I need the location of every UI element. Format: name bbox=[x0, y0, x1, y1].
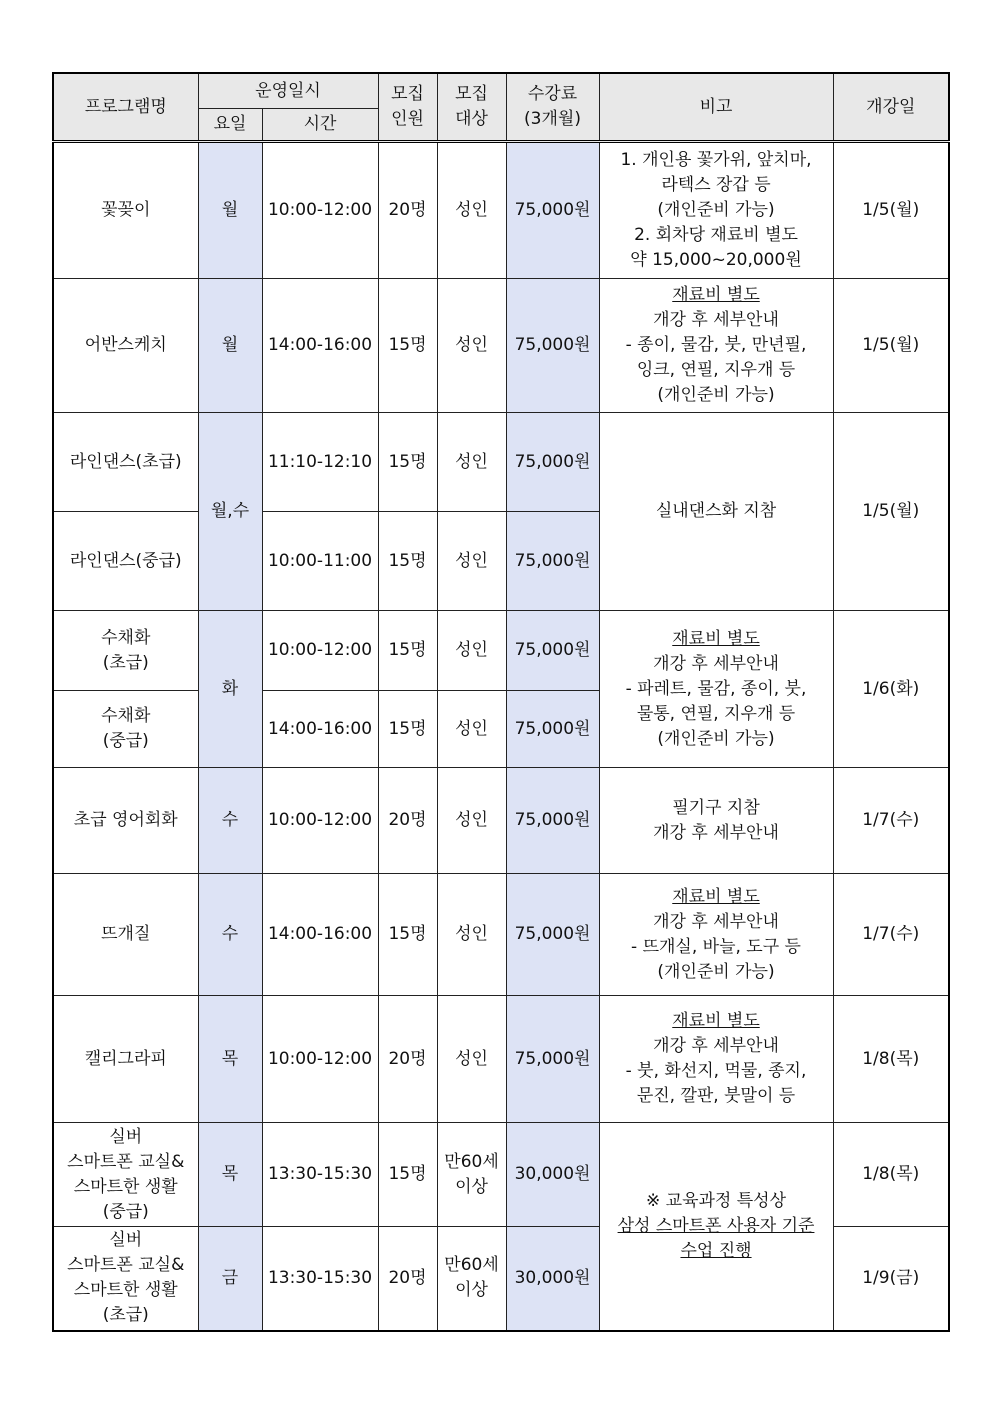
capacity-cell: 20명 bbox=[378, 768, 437, 874]
time-cell: 13:30-15:30 bbox=[262, 1123, 378, 1227]
capacity-cell: 20명 bbox=[378, 1227, 437, 1331]
target-cell: 성인 bbox=[437, 874, 506, 996]
fee-cell: 75,000원 bbox=[506, 413, 599, 512]
program-name: 꽃꽂이 bbox=[53, 142, 198, 279]
start-date-cell: 1/9(금) bbox=[833, 1227, 949, 1331]
fee-cell: 75,000원 bbox=[506, 142, 599, 279]
time-cell: 13:30-15:30 bbox=[262, 1227, 378, 1331]
program-name: 실버 스마트폰 교실& 스마트한 생활 (중급) bbox=[53, 1123, 198, 1227]
day-cell: 월 bbox=[198, 279, 262, 413]
target-cell: 성인 bbox=[437, 996, 506, 1123]
target-cell: 성인 bbox=[437, 768, 506, 874]
program-name: 실버 스마트폰 교실& 스마트한 생활 (초급) bbox=[53, 1227, 198, 1331]
target-cell: 만60세 이상 bbox=[437, 1227, 506, 1331]
capacity-cell: 15명 bbox=[378, 279, 437, 413]
program-name: 수채화 (초급) bbox=[53, 611, 198, 691]
note-cell: 실내댄스화 지참 bbox=[599, 413, 833, 611]
capacity-cell: 15명 bbox=[378, 413, 437, 512]
header-capacity: 모집 인원 bbox=[378, 73, 437, 142]
day-cell: 목 bbox=[198, 1123, 262, 1227]
program-name: 캘리그라피 bbox=[53, 996, 198, 1123]
start-date-cell: 1/5(월) bbox=[833, 142, 949, 279]
start-date-cell: 1/8(목) bbox=[833, 996, 949, 1123]
time-cell: 11:10-12:10 bbox=[262, 413, 378, 512]
target-cell: 성인 bbox=[437, 512, 506, 611]
time-cell: 14:00-16:00 bbox=[262, 874, 378, 996]
fee-cell: 75,000원 bbox=[506, 611, 599, 691]
start-date-cell: 1/5(월) bbox=[833, 413, 949, 611]
header-note: 비고 bbox=[599, 73, 833, 142]
note-cell: 1. 개인용 꽃가위, 앞치마, 라텍스 장갑 등 (개인준비 가능) 2. 회차당 재료비 별도 약 15,000~20,000원 bbox=[599, 142, 833, 279]
note-cell: 재료비 별도 개강 후 세부안내 - 파레트, 물감, 종이, 붓, 물통, 연필, 지우개 등 (개인준비 가능) bbox=[599, 611, 833, 768]
day-cell: 월,수 bbox=[198, 413, 262, 611]
table-row bbox=[53, 996, 949, 1123]
header-program: 프로그램명 bbox=[53, 73, 198, 142]
program-name: 뜨개질 bbox=[53, 874, 198, 996]
day-cell: 화 bbox=[198, 611, 262, 768]
header-day: 요일 bbox=[198, 109, 262, 142]
target-cell: 성인 bbox=[437, 691, 506, 768]
capacity-cell: 20명 bbox=[378, 142, 437, 279]
time-cell: 10:00-12:00 bbox=[262, 996, 378, 1123]
program-name: 라인댄스(초급) bbox=[53, 413, 198, 512]
capacity-cell: 15명 bbox=[378, 1123, 437, 1227]
day-cell: 목 bbox=[198, 996, 262, 1123]
table-row bbox=[53, 874, 949, 996]
program-name: 초급 영어회화 bbox=[53, 768, 198, 874]
start-date-cell: 1/7(수) bbox=[833, 874, 949, 996]
day-cell: 금 bbox=[198, 1227, 262, 1331]
header-schedule: 운영일시 bbox=[198, 73, 378, 109]
start-date-cell: 1/6(화) bbox=[833, 611, 949, 768]
day-cell: 수 bbox=[198, 874, 262, 996]
table-row bbox=[53, 1123, 949, 1227]
day-cell: 수 bbox=[198, 768, 262, 874]
time-cell: 14:00-16:00 bbox=[262, 691, 378, 768]
table-row bbox=[53, 279, 949, 413]
time-cell: 10:00-11:00 bbox=[262, 512, 378, 611]
fee-cell: 75,000원 bbox=[506, 874, 599, 996]
target-cell: 성인 bbox=[437, 142, 506, 279]
fee-cell: 30,000원 bbox=[506, 1123, 599, 1227]
note-cell: 재료비 별도 개강 후 세부안내 - 뜨개실, 바늘, 도구 등 (개인준비 가능) bbox=[599, 874, 833, 996]
day-cell: 월 bbox=[198, 142, 262, 279]
header-time: 시간 bbox=[262, 109, 378, 142]
program-name: 수채화 (중급) bbox=[53, 691, 198, 768]
header-start: 개강일 bbox=[833, 73, 949, 142]
note-cell: 필기구 지참 개강 후 세부안내 bbox=[599, 768, 833, 874]
target-cell: 성인 bbox=[437, 279, 506, 413]
table-row bbox=[53, 413, 949, 512]
note-cell: ※ 교육과정 특성상 삼성 스마트폰 사용자 기준 수업 진행 bbox=[599, 1123, 833, 1331]
program-name: 라인댄스(중급) bbox=[53, 512, 198, 611]
capacity-cell: 15명 bbox=[378, 512, 437, 611]
time-cell: 10:00-12:00 bbox=[262, 142, 378, 279]
capacity-cell: 15명 bbox=[378, 691, 437, 768]
table-row bbox=[53, 768, 949, 874]
capacity-cell: 15명 bbox=[378, 611, 437, 691]
note-cell: 재료비 별도 개강 후 세부안내 - 붓, 화선지, 먹물, 종지, 문진, 깔판, 붓말이 등 bbox=[599, 996, 833, 1123]
target-cell: 성인 bbox=[437, 413, 506, 512]
program-schedule-table bbox=[52, 72, 950, 1332]
fee-cell: 75,000원 bbox=[506, 279, 599, 413]
fee-cell: 75,000원 bbox=[506, 512, 599, 611]
start-date-cell: 1/7(수) bbox=[833, 768, 949, 874]
program-name: 어반스케치 bbox=[53, 279, 198, 413]
fee-cell: 75,000원 bbox=[506, 996, 599, 1123]
fee-cell: 75,000원 bbox=[506, 691, 599, 768]
capacity-cell: 20명 bbox=[378, 996, 437, 1123]
fee-cell: 30,000원 bbox=[506, 1227, 599, 1331]
target-cell: 만60세 이상 bbox=[437, 1123, 506, 1227]
time-cell: 10:00-12:00 bbox=[262, 611, 378, 691]
table-row bbox=[53, 611, 949, 691]
time-cell: 14:00-16:00 bbox=[262, 279, 378, 413]
time-cell: 10:00-12:00 bbox=[262, 768, 378, 874]
start-date-cell: 1/5(월) bbox=[833, 279, 949, 413]
header-fee: 수강료 (3개월) bbox=[506, 73, 599, 142]
target-cell: 성인 bbox=[437, 611, 506, 691]
header-target: 모집 대상 bbox=[437, 73, 506, 142]
table-row bbox=[53, 142, 949, 279]
fee-cell: 75,000원 bbox=[506, 768, 599, 874]
capacity-cell: 15명 bbox=[378, 874, 437, 996]
note-cell: 재료비 별도 개강 후 세부안내 - 종이, 물감, 붓, 만년필, 잉크, 연필, 지우개 등 (개인준비 가능) bbox=[599, 279, 833, 413]
start-date-cell: 1/8(목) bbox=[833, 1123, 949, 1227]
header-row bbox=[53, 73, 949, 109]
